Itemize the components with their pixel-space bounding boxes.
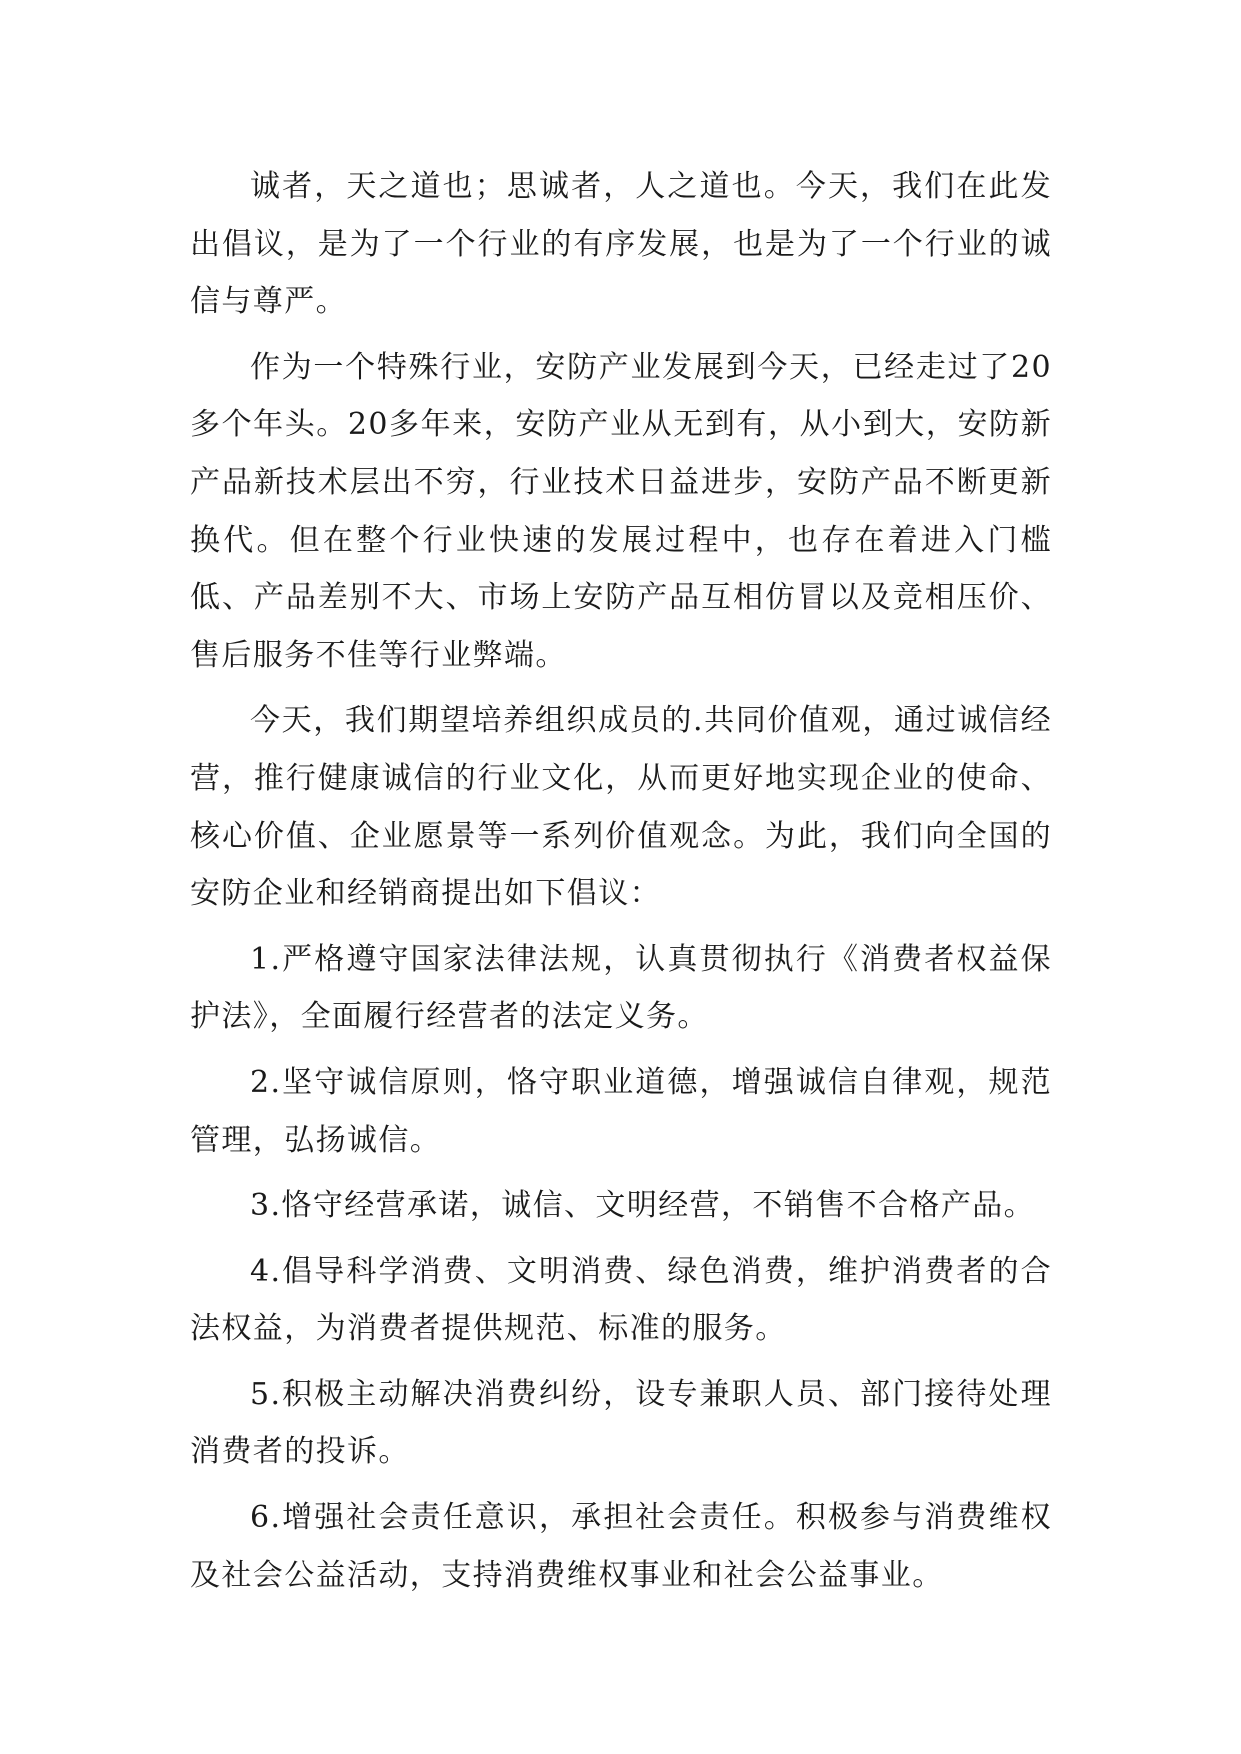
proposal-item-2: 2.坚守诚信原则，恪守职业道德，增强诚信自律观，规范管理，弘扬诚信。	[190, 1064, 1052, 1158]
proposal-item-6: 6.增强社会责任意识，承担社会责任。积极参与消费维权及社会公益活动，支持消费维权事业和社会公益事业。	[190, 1500, 1052, 1593]
paragraph-proposal-purpose: 今天，我们期望培养组织成员的.共同价值观，通过诚信经营，推行健康诚信的行业文化，从而更好地实现企业的使命、核心价值、企业愿景等一系列价值观念。为此，我们向全国的安防企业和经销商提出如下倡议：	[190, 703, 1052, 912]
proposal-item-5: 5.积极主动解决消费纠纷，设专兼职人员、部门接待处理消费者的投诉。	[190, 1376, 1052, 1470]
proposal-item-3: 3.恪守经营承诺，诚信、文明经营，不销售不合格产品。	[250, 1188, 1036, 1224]
document-body	[190, 158, 1052, 1612]
paragraph-intro: 诚者，天之道也；思诚者，人之道也。今天，我们在此发出倡议，是为了一个行业的有序发展，也是为了一个行业的诚信与尊严。	[190, 169, 1052, 320]
paragraph-industry-background: 作为一个特殊行业，安防产业发展到今天，已经走过了20多个年头。20多年来，安防产业从无到有，从小到大，安防新产品新技术层出不穷，行业技术日益进步，安防产品不断更新换代。但在整个行业快速的发展过程中，也存在着进入门槛低、产品差别不大、市场上安防产品互相仿冒以及竞相压价、售后服务不佳等行业弊端。	[190, 349, 1052, 673]
proposal-item-1: 1.严格遵守国家法律法规，认真贯彻执行《消费者权益保护法》，全面履行经营者的法定义务。	[190, 941, 1052, 1035]
proposal-item-4: 4.倡导科学消费、文明消费、绿色消费，维护消费者的合法权益，为消费者提供规范、标准的服务。	[190, 1253, 1052, 1347]
